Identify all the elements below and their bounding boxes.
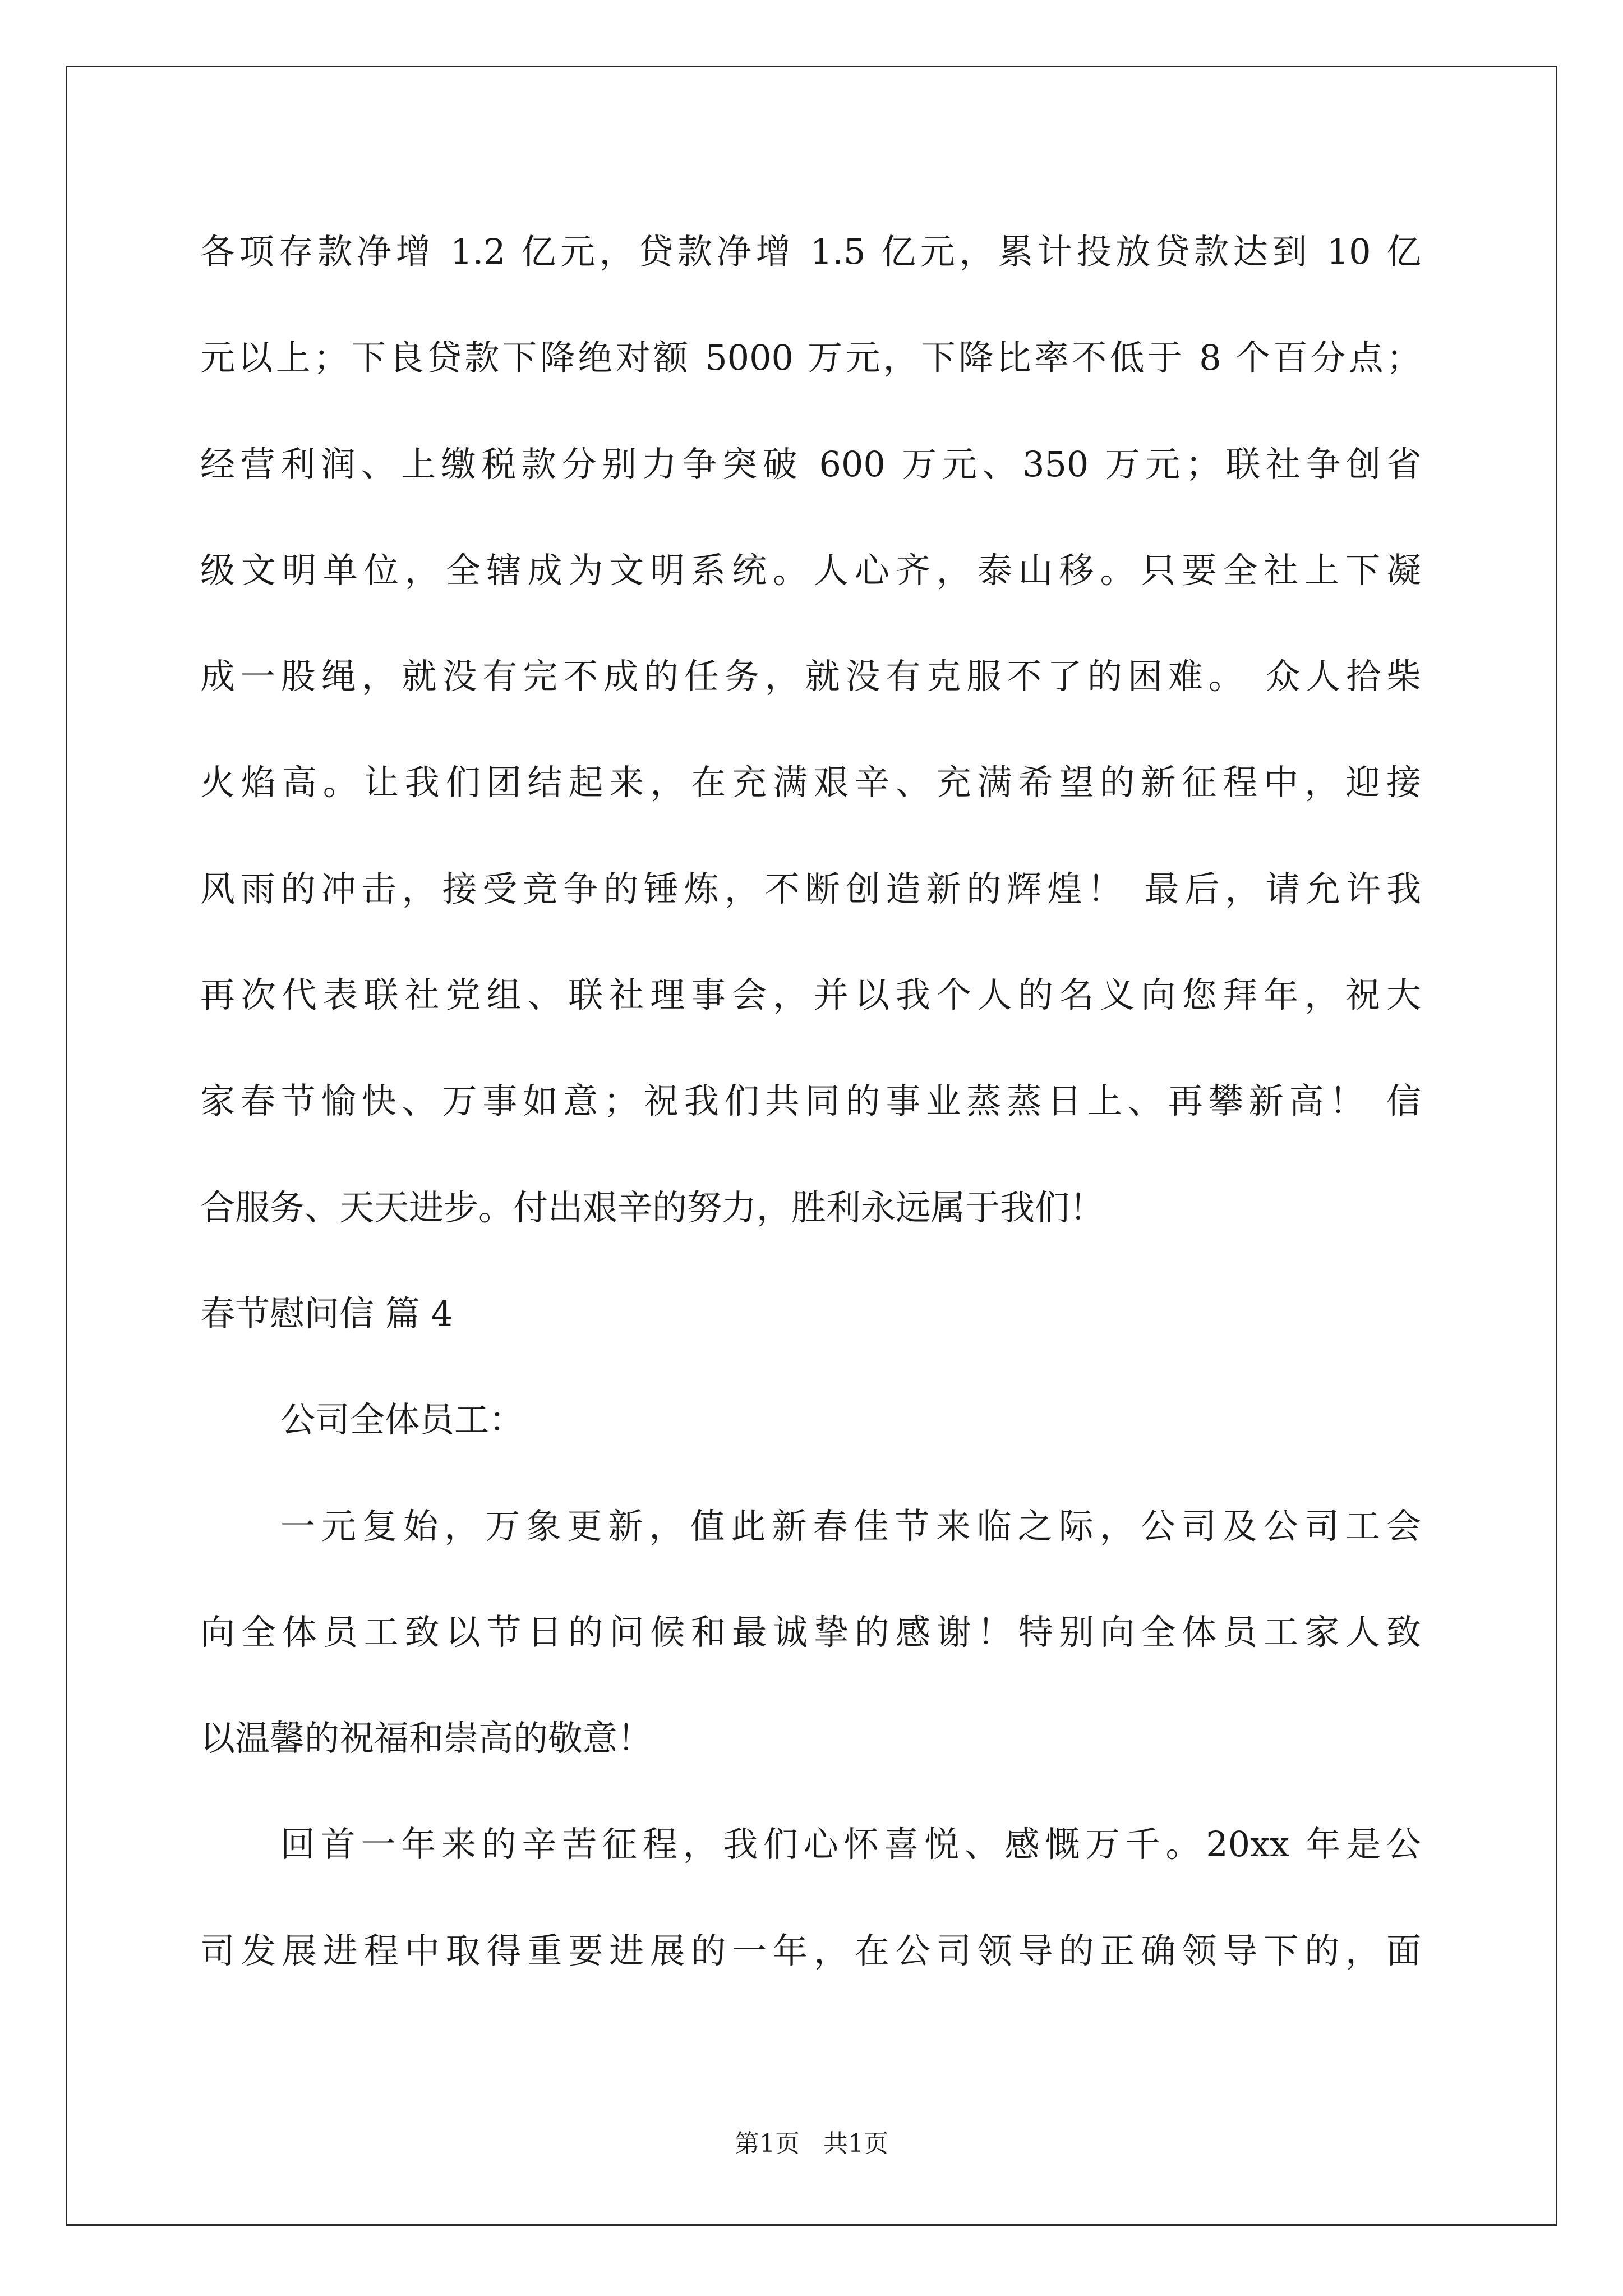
section-heading — [200, 1260, 1421, 1366]
paragraph — [200, 199, 1421, 1260]
salutation — [200, 1366, 1421, 1473]
text-line: 成一股绳，就没有完不成的任务，就没有克服不了的困难。 众人拾柴 — [200, 656, 1421, 697]
page-footer: 第1页 共1页 — [735, 2129, 888, 2158]
paragraph — [200, 1791, 1421, 2004]
paragraph — [200, 1473, 1421, 1792]
salutation-text: 公司全体员工： — [280, 1399, 524, 1441]
text-line: 回首一年来的辛苦征程，我们心怀喜悦、感慨万千。20xx 年是公 — [280, 1824, 1421, 1865]
body-text — [200, 199, 1421, 2004]
text-line: 一元复始，万象更新，值此新春佳节来临之际，公司及公司工会 — [280, 1505, 1421, 1547]
text-line: 以温馨的祝福和崇高的敬意！ — [200, 1718, 653, 1759]
text-line: 级文明单位，全辖成为文明系统。人心齐，泰山移。只要全社上下凝 — [200, 549, 1421, 591]
text-line: 司发展进程中取得重要进展的一年，在公司领导的正确领导下的，面 — [200, 1930, 1421, 1971]
text-line: 各项存款净增 1.2 亿元，贷款净增 1.5 亿元，累计投放贷款达到 10 亿 — [200, 231, 1421, 272]
text-line: 再次代表联社党组、联社理事会，并以我个人的名义向您拜年，祝大 — [200, 974, 1421, 1016]
text-line: 合服务、天天进步。付出艰辛的努力，胜利永远属于我们！ — [200, 1186, 1105, 1228]
text-line: 向全体员工致以节日的问候和最诚挚的感谢！特别向全体员工家人致 — [200, 1611, 1421, 1653]
text-line: 火焰高。让我们团结起来，在充满艰辛、充满希望的新征程中，迎接 — [200, 762, 1421, 803]
text-line: 元以上；下良贷款下降绝对额 5000 万元，下降比率不低于 8 个百分点； — [200, 337, 1421, 379]
text-line: 家春节愉快、万事如意；祝我们共同的事业蒸蒸日上、再攀新高！ 信 — [200, 1080, 1421, 1122]
section-heading-text: 春节慰问信 篇 4 — [200, 1292, 453, 1334]
text-line: 经营利润、上缴税款分别力争突破 600 万元、350 万元；联社争创省 — [200, 443, 1421, 485]
text-line: 风雨的冲击，接受竞争的锤炼，不断创造新的辉煌！ 最后，请允许我 — [200, 868, 1421, 909]
